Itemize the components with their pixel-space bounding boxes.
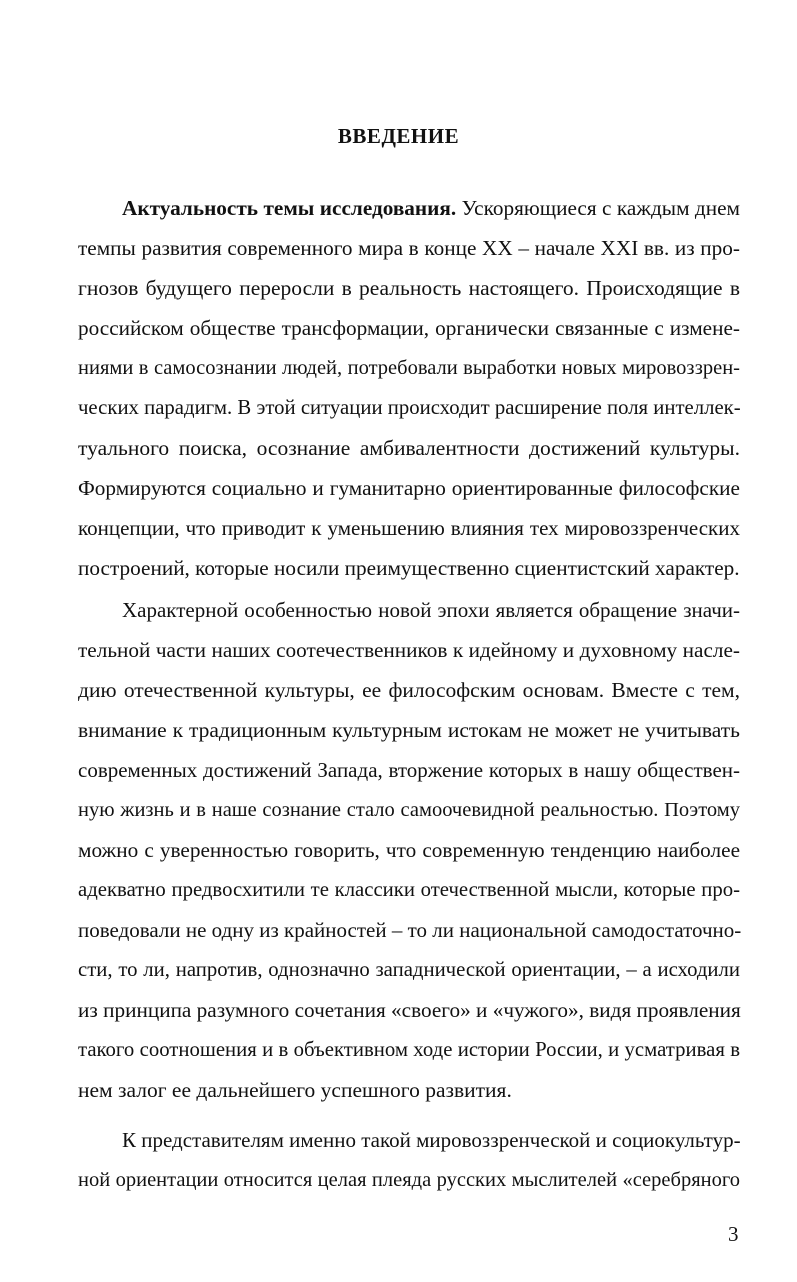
paragraph-1-line-1 bbox=[122, 188, 740, 228]
lead-rest: Ускоряющиеся с каждым днем bbox=[456, 196, 740, 220]
text-line: ной ориентации относится целая плеяда русских мыслителей «серебряного bbox=[78, 1169, 740, 1191]
section-heading: ВВЕДЕНИЕ bbox=[337, 124, 460, 148]
text-line: адекватно предвосхитили те классики отечественной мысли, которые про- bbox=[78, 879, 740, 901]
text-line: российском обществе трансформации, органически связанные с измене- bbox=[78, 316, 740, 340]
text-line: сти, то ли, напротив, однозначно западнической ориентации, – а исходили bbox=[78, 959, 740, 981]
text-line: поведовали не одну из крайностей – то ли национальной самодостаточно- bbox=[78, 918, 742, 942]
text-line: Формируются социально и гуманитарно ориентированные философские bbox=[78, 476, 740, 500]
text-line: современных достижений Запада, вторжение которых в нашу обществен- bbox=[78, 758, 740, 782]
text-line: дию отечественной культуры, ее философским основам. Вместе с тем, bbox=[78, 678, 740, 702]
text-line: внимание к традиционным культурным истокам не может не учитывать bbox=[78, 718, 740, 742]
text-line: концепции, что приводит к уменьшению влияния тех мировоззренческих bbox=[78, 516, 740, 540]
page-number: 3 bbox=[728, 1222, 739, 1246]
text-line: ниями в самосознании людей, потребовали выработки новых мировоззрен- bbox=[78, 357, 740, 379]
paragraph-2-line-1: Характерной особенностью новой эпохи является обращение значи- bbox=[122, 598, 740, 622]
text-line: гнозов будущего переросли в реальность настоящего. Происходящие в bbox=[78, 276, 740, 300]
paragraph-3-line-1: К представителям именно такой мировоззренческой и социокультур- bbox=[122, 1128, 741, 1152]
text-line: такого соотношения и в объективном ходе истории России, и усматривая в bbox=[78, 1039, 740, 1061]
text-line: можно с уверенностью говорить, что современную тенденцию наиболее bbox=[78, 838, 740, 862]
text-line: тельной части наших соотечественников к идейному и духовному насле- bbox=[78, 638, 740, 662]
text-line: темпы развития современного мира в конце XX – начале XXI вв. из про- bbox=[78, 236, 740, 260]
text-line: туального поиска, осознание амбивалентности достижений культуры. bbox=[78, 436, 740, 460]
bold-lead: Актуальность темы исследования. bbox=[122, 196, 457, 220]
text-line: из принципа разумного сочетания «своего» и «чужого», видя проявления bbox=[78, 998, 741, 1022]
text-line: ческих парадигм. В этой ситуации происходит расширение поля интеллек- bbox=[78, 397, 741, 419]
text-line: нем залог ее дальнейшего успешного развития. bbox=[78, 1078, 512, 1102]
text-line: ную жизнь и в наше сознание стало самоочевидной реальностью. Поэтому bbox=[78, 799, 740, 821]
text-line: построений, которые носили преимущественно сциентистский характер. bbox=[78, 556, 740, 580]
